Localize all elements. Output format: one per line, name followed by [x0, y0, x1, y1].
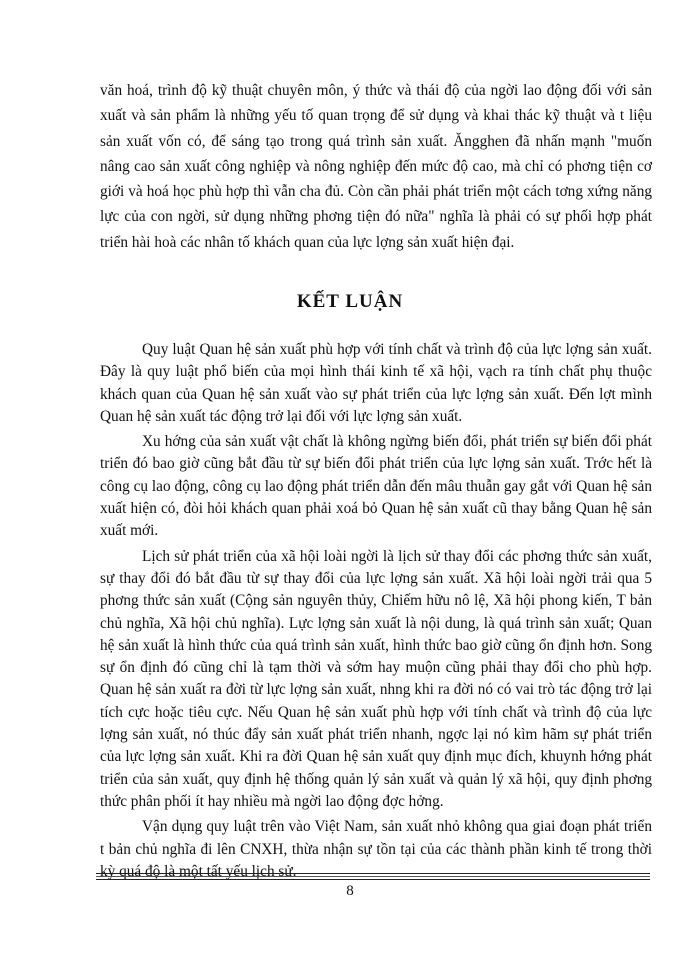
intro-paragraph	[100, 78, 652, 255]
conclusion-paragraph-2: Xu hớng của sản xuất vật chất là không ngừng biến đổi, phát triển sự biến đổi phát triển đó bao giờ cũng bắt đầu từ sự biến đổi phát triển của lực lợng sản xuất. Trớc hết là công cụ lao động, công cụ lao động phát triển dẫn đến mâu thuẫn gay gắt với Quan hệ sản xuất hiện có, đòi hỏi khách quan phải xoá bỏ Quan hệ sản xuất cũ thay bằng Quan hệ sản xuất mới.	[100, 433, 652, 540]
conclusion-body	[100, 339, 652, 886]
conclusion-paragraph-4: Vận dụng quy luật trên vào Việt Nam, sản xuất nhỏ không qua giai đoạn phát triển t bản chủ nghĩa đi lên CNXH, thừa nhận sự tồn tại của các thành phần kinh tế trong thời kỳ quá độ là một tất yếu lịch sử.	[100, 818, 652, 880]
conclusion-paragraph-3: Lịch sử phát triển của xã hội loài ngời là lịch sử thay đổi các phơng thức sản xuất, sự thay đổi đó bắt đầu từ sự thay đổi của lực lợng sản xuất. Xã hội loài ngời trải qua 5 phơng thức sản xuất (Cộng sản nguyên thủy, Chiếm hữu nô lệ, Xã hội phong kiến, T bản chủ nghĩa, Xã hội chủ nghĩa). Lực lợng sản xuất là nội dung, là quá trình sản xuất; Quan hệ sản xuất là hình thức của quá trình sản xuất, hình thức bao giờ cũng ổn định hơn. Song sự ổn định đó cũng chỉ là tạm thời và sớm hay muộn cũng phải thay đổi cho phù hợp. Quan hệ sản xuất ra đời từ lực lợng sản xuất, nhng khi ra đời nó có vai trò tác động trở lại tích cực hoặc tiêu cực. Nếu Quan hệ sản xuất phù hợp với tính chất và trình độ của lực lợng sản xuất, nó thúc đẩy sản xuất phát triển nhanh, ngợc lại nó kìm hãm sự phát triển của lực lợng sản xuất. Khi ra đời Quan hệ sản xuất quy định mục đích, khuynh hớng phát triển của sản xuất, quy định hệ thống quản lý sản xuất và quản lý xã hội, quy định phơng thức phân phối ít hay nhiều mà ngời lao động đợc hởng.	[100, 547, 652, 810]
conclusion-paragraph-1: Quy luật Quan hệ sản xuất phù hợp với tính chất và trình độ của lực lợng sản xuất. Đây là quy luật phổ biến của mọi hình thái kinh tế xã hội, vạch ra tính chất phụ thuộc khách quan của Quan hệ sản xuất vào sự phát triển của lực lợng sản xuất. Đến lợt mình Quan hệ sản xuất tác động trở lại đối với lực lợng sản xuất.	[100, 341, 652, 425]
section-title: KẾT LUẬN	[296, 291, 404, 312]
paragraph-text: văn hoá, trình độ kỹ thuật chuyên môn, ý thức và thái độ của ngời lao động đối với sản xuất và sản phẩm là những yếu tố quan trọng để sử dụng và khai thác kỹ thuật và t liệu sản xuất vốn có, để sáng tạo trong quá trình sản xuất. Ăngghen đã nhấn mạnh "muốn nâng cao sản xuất công nghiệp và nông nghiệp đến mức độ cao, mà chỉ có phơng tiện cơ giới và hoá học phù hợp thì vẫn cha đủ. Còn cần phải phát triển một cách tơng xứng năng lực của con ngời, sử dụng những phơng tiện đó nữa" nghĩa là phải có sự phối hợp phát triển hài hoà các nhân tố khách quan của lực lợng sản xuất hiện đại.	[100, 82, 652, 251]
footer-rule-bottom	[96, 879, 650, 880]
footer-rule-middle	[96, 876, 650, 877]
page-number: 8	[346, 883, 354, 899]
footer-rule-top	[96, 873, 650, 874]
